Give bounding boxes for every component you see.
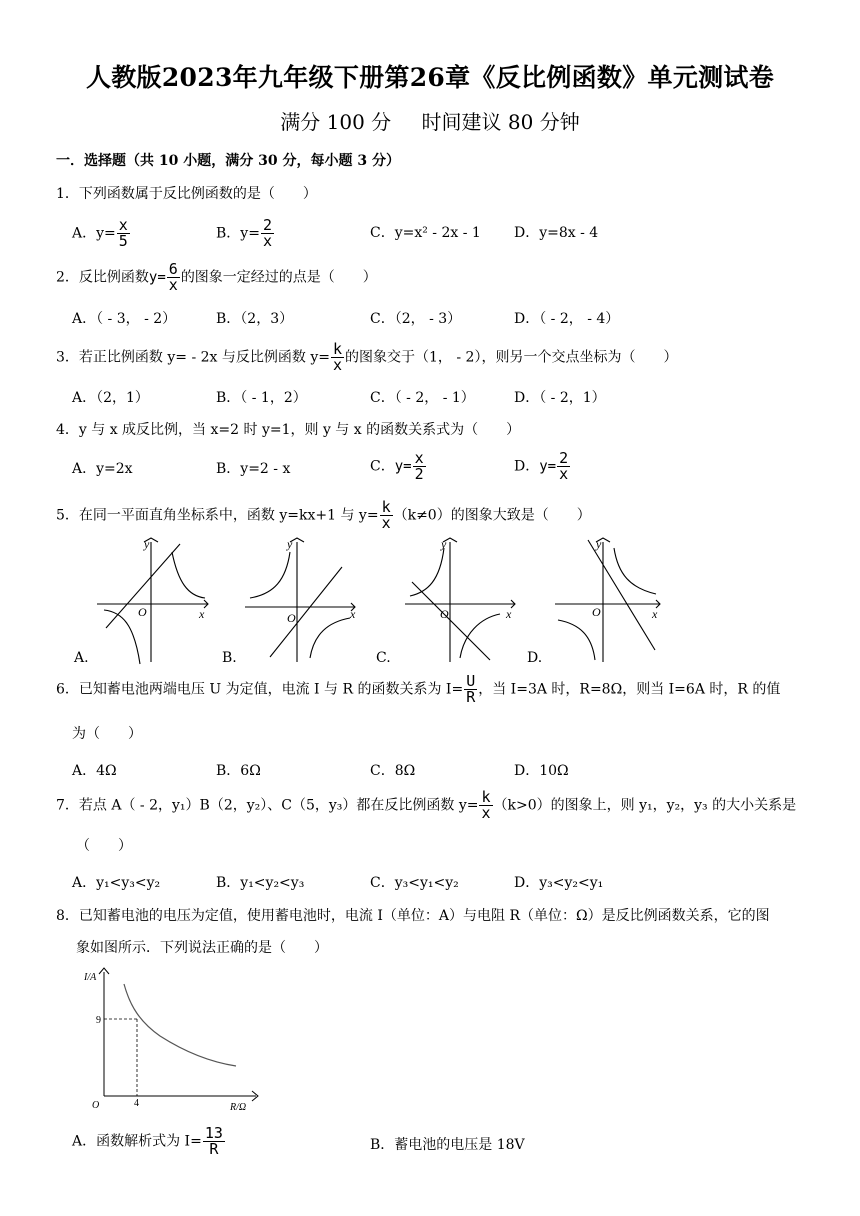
q2-option-c[interactable]: C．（2， - 3） bbox=[370, 311, 462, 327]
q5b-y-label: y bbox=[287, 537, 293, 551]
q5-graph-d[interactable] bbox=[555, 538, 660, 662]
question-3-stem: 3．若正比例函数 y= - 2x 与反比例函数 y= $\frac{k}{x}$ 的图象交于（1， - 2），则另一个交点坐标为（ ） bbox=[56, 340, 678, 374]
q5-option-b[interactable]: B. bbox=[222, 650, 237, 666]
q5-graph-b[interactable] bbox=[245, 538, 355, 662]
q7-option-c[interactable]: C．y₃<y₁<y₂ bbox=[370, 875, 459, 891]
q8-x-axis-label: R/Ω bbox=[230, 1102, 247, 1113]
question-7-stem: 7．若点 A（ - 2，y₁）B（2，y₂）、C（5，y₃）都在反比例函数 y= $\frac{k}{x}$ （k>0）的图象上，则 y₁，y₂，y₃ 的大小关系是 bbox=[56, 788, 797, 822]
q1-option-b[interactable]: B．y= $\frac{2}{x}$ bbox=[216, 216, 272, 250]
q5d-y-label: y bbox=[596, 537, 602, 551]
question-5-stem: 5．在同一平面直角坐标系中，函数 y=kx+1 与 y= $\frac{k}{x}$ （k≠0）的图象大致是（ ） bbox=[56, 498, 591, 532]
q5a-y-label: y bbox=[144, 537, 150, 551]
question-2-stem: 2．反比例函数y= $\frac{6}{x}$ 的图象一定经过的点是（ ） bbox=[56, 260, 377, 294]
q8-y-tick: 9 bbox=[96, 1015, 101, 1026]
question-8-stem: 8．已知蓄电池的电压为定值，使用蓄电池时，电流 I（单位：A）与电阻 R（单位：Ω）是反比例函数关系，它的图 bbox=[56, 908, 770, 924]
subtitle bbox=[0, 106, 860, 135]
q2-option-a[interactable]: A．（ - 3， - 2） bbox=[72, 311, 177, 327]
q5d-x-label: x bbox=[652, 607, 658, 621]
q6-option-c[interactable]: C．8Ω bbox=[370, 763, 416, 779]
q6-option-b[interactable]: B．6Ω bbox=[216, 763, 261, 779]
q5-graph-a[interactable] bbox=[97, 538, 208, 664]
q5c-y-label: y bbox=[441, 537, 447, 551]
q2-option-d[interactable]: D．（ - 2， - 4） bbox=[514, 311, 620, 327]
q5-option-d[interactable]: D. bbox=[527, 650, 543, 666]
q5a-origin: O bbox=[138, 605, 147, 619]
q2-option-b[interactable]: B．（2，3） bbox=[216, 311, 294, 327]
q3-option-d[interactable]: D．（ - 2，1） bbox=[514, 390, 606, 406]
question-1-stem: 1．下列函数属于反比例函数的是（ ） bbox=[56, 186, 317, 202]
q1-option-d[interactable]: D．y=8x - 4 bbox=[514, 225, 599, 241]
q5-graph-options bbox=[60, 532, 680, 668]
q1-option-c[interactable]: C．y=x² - 2x - 1 bbox=[370, 225, 481, 241]
q1-option-a[interactable]: A．y= $\frac{x}{5}$ bbox=[72, 216, 128, 250]
q8-option-b[interactable]: B．蓄电池的电压是 18V bbox=[370, 1137, 525, 1153]
q6-option-d[interactable]: D．10Ω bbox=[514, 763, 569, 779]
section-heading: 一．选择题（共 10 小题，满分 30 分，每小题 3 分） bbox=[56, 153, 400, 169]
q5c-x-label: x bbox=[506, 607, 512, 621]
q7-option-b[interactable]: B．y₁<y₂<y₃ bbox=[216, 875, 305, 891]
q5b-x-label: x bbox=[350, 607, 356, 621]
q5-graph-c[interactable] bbox=[405, 538, 515, 662]
q3-option-a[interactable]: A．（2，1） bbox=[72, 390, 149, 406]
suggested-time: 时间建议 80 分钟 bbox=[421, 110, 580, 134]
document-title: 人教版2023年九年级下册第26章《反比例函数》单元测试卷 bbox=[85, 63, 775, 92]
q5c-origin: O bbox=[440, 607, 449, 621]
q6-option-a[interactable]: A．4Ω bbox=[72, 763, 117, 779]
q5d-origin: O bbox=[592, 605, 601, 619]
q4-option-d[interactable]: D．y= $\frac{2}{x}$ bbox=[514, 449, 569, 483]
q3-option-b[interactable]: B．（ - 1，2） bbox=[216, 390, 307, 406]
q8-y-axis-label: I/A bbox=[84, 972, 97, 983]
q5-option-a[interactable]: A. bbox=[74, 650, 89, 666]
question-6-stem-line2: 为（ ） bbox=[72, 726, 142, 742]
q8-x-tick: 4 bbox=[134, 1098, 139, 1109]
q8-origin-label: O bbox=[92, 1100, 100, 1111]
q5b-origin: O bbox=[287, 611, 296, 625]
question-6-stem: 6．已知蓄电池两端电压 U 为定值，电流 I 与 R 的函数关系为 I= $\frac{U}{R}$ ，当 I=3A 时，R=8Ω，则当 I=6A 时，R 的值 bbox=[56, 672, 781, 706]
q3-option-c[interactable]: C．（ - 2， - 1） bbox=[370, 390, 475, 406]
question-4-stem: 4．y 与 x 成反比例，当 x=2 时 y=1，则 y 与 x 的函数关系式为（ ） bbox=[56, 422, 521, 438]
full-score: 满分 100 分 bbox=[280, 110, 392, 134]
q4-option-b[interactable]: B．y=2 - x bbox=[216, 461, 291, 477]
q4-option-c[interactable]: C．y= $\frac{x}{2}$ bbox=[370, 449, 424, 483]
q5a-x-label: x bbox=[199, 607, 205, 621]
q8-option-a[interactable]: A．函数解析式为 I= $\frac{13}{R}$ bbox=[72, 1124, 223, 1158]
question-8-stem-line2: 象如图所示．下列说法正确的是（ ） bbox=[76, 940, 328, 956]
q7-option-d[interactable]: D．y₃<y₂<y₁ bbox=[514, 875, 604, 891]
q8-graph bbox=[80, 966, 270, 1116]
q4-option-a[interactable]: A．y=2x bbox=[72, 461, 133, 477]
q5-option-c[interactable]: C. bbox=[376, 650, 391, 666]
q7-option-a[interactable]: A．y₁<y₃<y₂ bbox=[72, 875, 161, 891]
question-7-stem-line2: （ ） bbox=[76, 838, 132, 854]
